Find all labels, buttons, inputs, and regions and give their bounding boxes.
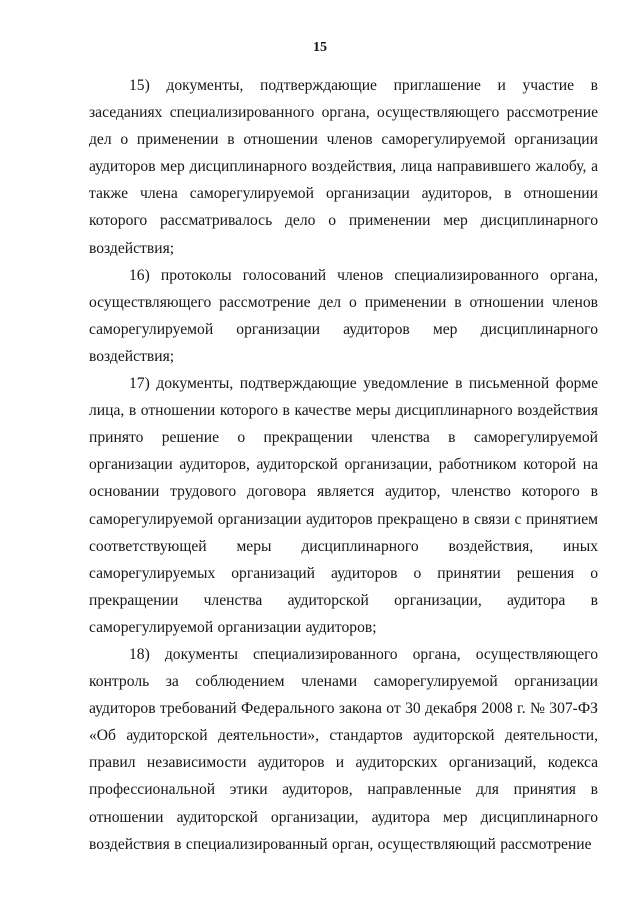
document-body: [89, 72, 598, 858]
paragraph-item-18: 18) документы специализированного органа, осуществляющего контроль за соблюдением членами саморегулируемой организации аудиторов требований Федерального закона от 30 декабря 2008 г. № 307-ФЗ «Об аудиторской деятельности», стандартов аудиторской деятельности, правил независимости аудиторов и аудиторских организаций, кодекса профессиональной этики аудиторов, направленные для принятия в отношении аудиторской организации, аудитора мер дисциплинарного воздействия в специализированный орган, осуществляющий рассмотрение: [89, 645, 598, 853]
page-number: 15: [313, 40, 327, 55]
paragraph-item-17: 17) документы, подтверждающие уведомление в письменной форме лица, в отношении которого в качестве меры дисциплинарного воздействия принято решение о прекращении членства в саморегулируемой организации аудиторов, аудиторской организации, работником которой на основании трудового договора является аудитор, членство которого в саморегулируемой организации аудиторов прекращено в связи с принятием соответствующей меры дисциплинарного воздействия, иных саморегулируемых организаций аудиторов о принятии решения о прекращении членства аудиторской организации, аудитора в саморегулируемой организации аудиторов;: [89, 375, 598, 636]
paragraph-item-15: 15) документы, подтверждающие приглашение и участие в заседаниях специализированного органа, осуществляющего рассмотрение дел о применении в отношении членов саморегулируемой организации аудиторов мер дисциплинарного воздействия, лица направившего жалобу, а также члена саморегулируемой организации аудиторов, в отношении которого рассматривалось дело о применении мер дисциплинарного воздействия;: [89, 77, 598, 257]
paragraph-item-16: 16) протоколы голосований членов специализированного органа, осуществляющего рассмотрение дел о применении в отношении членов саморегулируемой организации аудиторов мер дисциплинарного воздействия;: [89, 266, 598, 365]
